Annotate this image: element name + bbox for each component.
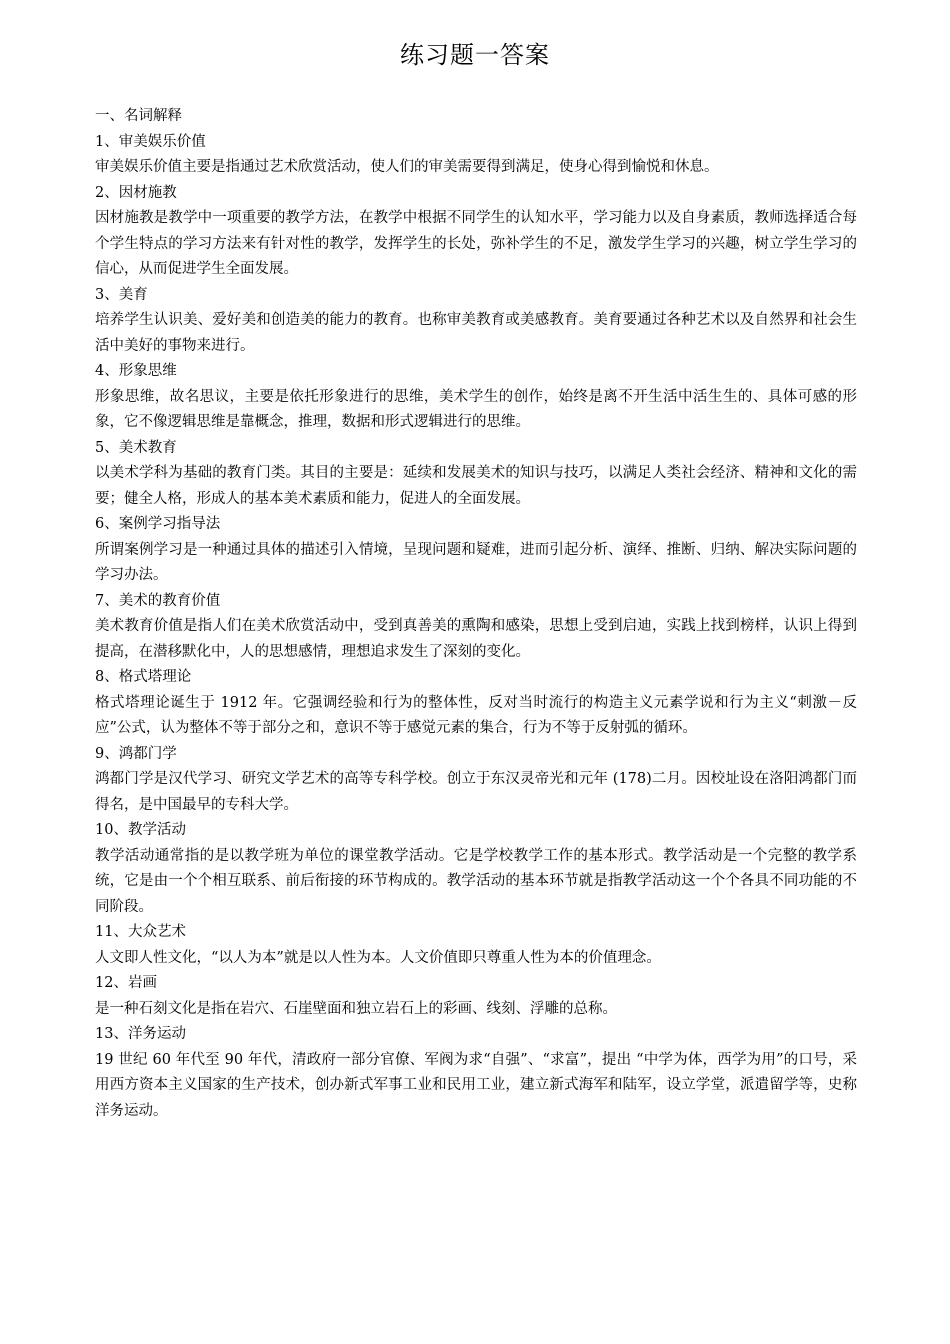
term-definition: 培养学生认识美、爱好美和创造美的能力的教育。也称审美教育或美感教育。美育要通过各种艺术以及自然界和社会生活中美好的事物来进行。 (95, 312, 857, 354)
document-content (95, 104, 857, 1124)
term-entry-13 (95, 1022, 857, 1124)
term-entry-4 (95, 359, 857, 436)
term-heading: 6、案例学习指导法 (95, 516, 221, 532)
term-entry-3 (95, 283, 857, 360)
term-definition: 教学活动通常指的是以教学班为单位的课堂教学活动。它是学校教学工作的基本形式。教学活动是一个完整的教学系统，它是由一个个相互联系、前后衔接的环节构成的。教学活动的基本环节就是指教学活动这一个个各具不同功能的不同阶段。 (95, 847, 857, 915)
term-heading: 7、美术的教育价值 (95, 592, 221, 609)
term-entry-2 (95, 181, 857, 283)
page-title: 练习题一答案 (400, 41, 550, 69)
term-entry-9 (95, 742, 857, 819)
term-definition: 所谓案例学习是一种通过具体的描述引入情境，呈现问题和疑难，进而引起分析、演绎、推断、归纳、解决实际问题的学习办法。 (95, 541, 857, 583)
term-heading: 9、鸿都门学 (95, 745, 177, 762)
term-entry-7 (95, 589, 857, 666)
term-heading: 13、洋务运动 (95, 1026, 186, 1042)
term-entry-10 (95, 818, 857, 920)
term-definition: 以美术学科为基础的教育门类。其目的主要是：延续和发展美术的知识与技巧，以满足人类社会经济、精神和文化的需要；健全人格，形成人的基本美术素质和能力，促进人的全面发展。 (95, 465, 857, 507)
term-heading: 11、大众艺术 (95, 924, 186, 940)
term-heading: 5、美术教育 (95, 439, 177, 456)
term-entry-5 (95, 436, 857, 513)
term-definition: 是一种石刻文化是指在岩穴、石崖壁面和独立岩石上的彩画、线刻、浮雕的总称。 (95, 1000, 617, 1017)
term-heading: 4、形象思维 (95, 363, 177, 379)
term-entry-6 (95, 512, 857, 589)
term-entry-12 (95, 971, 857, 1022)
term-definition: 因材施教是教学中一项重要的教学方法，在教学中根据不同学生的认知水平，学习能力以及自身素质，教师选择适合每个学生特点的学习方法来有针对性的教学，发挥学生的长处，弥补学生的不足，激发学生学习的兴趣，树立学生学习的信心，从而促进学生全面发展。 (95, 210, 857, 277)
term-heading: 8、格式塔理论 (95, 669, 192, 685)
term-definition: 19 世纪 60 年代至 90 年代，清政府一部分官僚、军阀为求“自强”、“求富”，提出 “中学为体，西学为用”的口号，采用西方资本主义国家的生产技术，创办新式军事工业和民用工业，建立新式海军和陆军，设立学堂，派遣留学等，史称洋务运动。 (95, 1051, 857, 1119)
term-entry-8 (95, 665, 857, 742)
section-heading: 一、名词解释 (95, 108, 182, 124)
term-entry-1 (95, 130, 857, 181)
term-heading: 1、审美娱乐价值 (95, 133, 206, 150)
term-definition: 格式塔理论诞生于 1912 年。它强调经验和行为的整体性，反对当时流行的构造主义元素学说和行为主义“刺激－反应”公式，认为整体不等于部分之和，意识不等于感觉元素的集合，行为不等于反射弧的循环。 (95, 694, 857, 736)
term-definition: 鸿都门学是汉代学习、研究文学艺术的高等专科学校。创立于东汉灵帝光和元年 (178)二月。因校址设在洛阳鸿都门而得名，是中国最早的专科大学。 (95, 771, 857, 813)
term-heading: 2、因材施教 (95, 184, 177, 201)
term-definition: 人文即人性文化，“以人为本”就是以人性为本。人文价值即只尊重人性为本的价值理念。 (95, 949, 661, 966)
term-entry-11 (95, 920, 857, 971)
term-definition: 审美娱乐价值主要是指通过艺术欣赏活动，使人们的审美需要得到满足，使身心得到愉悦和休息。 (95, 159, 719, 175)
term-heading: 10、教学活动 (95, 822, 186, 838)
term-definition: 美术教育价值是指人们在美术欣赏活动中，受到真善美的熏陶和感染，思想上受到启迪，实践上找到榜样，认识上得到提高，在潜移默化中，人的思想感情，理想追求发生了深刻的变化。 (95, 618, 857, 660)
term-heading: 3、美育 (95, 286, 148, 303)
term-definition: 形象思维，故名思议，主要是依托形象进行的思维，美术学生的创作，始终是离不开生活中活生生的、具体可感的形象，它不像逻辑思维是靠概念，推理，数据和形式逻辑进行的思维。 (95, 388, 857, 430)
term-heading: 12、岩画 (95, 975, 157, 991)
